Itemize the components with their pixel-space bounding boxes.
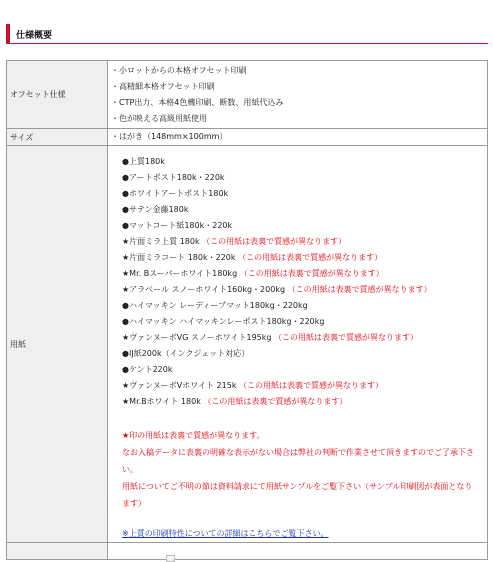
paper-item [122,378,487,394]
detail-link-line [122,526,487,542]
warning-text: 用紙についてご不明の節は資料請求にて用紙サンプルをご覧下さい（サンプル印刷図が表面となります） [122,482,473,508]
section-title: 仕様概要 [16,31,53,41]
paper-note: （この用紙は表裏で質感が異なります） [274,333,419,342]
offset-content [108,61,488,129]
paper-name: ●ケント220k [122,365,173,374]
offset-item: ・CTP出力、本格4色機印刷、断数、用紙代込み [111,98,284,107]
paper-item [122,314,487,330]
paper-item [122,186,487,202]
paper-item [122,266,487,282]
paper-item [122,330,487,346]
paper-item [122,394,487,410]
paper-item [122,170,487,186]
warning-text: なお入稿データに表裏の明確な表示がない場合は弊社の判断で作業させて頂きますのでご了承下さい。 [122,448,474,474]
empty-content [108,543,488,560]
detail-link[interactable]: ※上質の印刷特性についての詳細はこちらでご覧下さい。 [122,529,329,538]
table-row-size [7,129,488,146]
offset-item: ・小ロットからの本格オフセット印刷 [111,66,247,75]
paper-name: ●上質180k [122,157,165,166]
paper-item [122,298,487,314]
paper-note: （この用紙は表裏で質感が異なります） [287,285,432,294]
size-label: サイズ [7,129,108,146]
paper-item [122,362,487,378]
paper-note: （この用紙は表裏で質感が異なります） [239,381,383,390]
paper-item [122,282,487,298]
paper-content [108,146,488,543]
spec-table [6,60,488,560]
paper-name: ●ホワイトアートポスト180k [122,189,229,198]
offset-label: オフセット仕様 [7,61,108,129]
paper-item [122,154,487,170]
offset-item: ・色が映える高級用紙使用 [111,114,207,123]
paper-item [122,250,487,266]
paper-label: 用紙 [7,146,108,543]
paper-name: ●アートポスト180k・220k [122,173,225,182]
paper-note: （この用紙は表裏で質感が異なります） [202,237,347,246]
spacer [122,410,487,427]
paper-name: ★片面ミラコート 180k・220k [122,253,236,262]
paper-item [122,346,487,362]
paper-item [122,202,487,218]
paper-note: （この用紙は表裏で質感が異なります） [239,269,384,278]
paper-name: ★ヴァンヌーボVホワイト 215k [122,381,237,390]
table-row-empty [7,543,488,560]
paper-item [122,234,487,250]
paper-note: （この用紙は表裏で質感が異なります） [203,397,348,406]
table-row-paper [7,146,488,543]
paper-name: ●マットコート紙180k・220k [122,221,233,230]
warning-text: ★印の用紙は表裏で質感が異なります。 [122,431,265,440]
paper-name: ★ヴァンヌーボVG スノーホワイト195kg [122,333,272,342]
paper-name: ★片面ミラ上質 180k [122,237,200,246]
paper-note: （この用紙は表裏で質感が異なります） [238,253,383,262]
empty-label [7,543,108,560]
paper-item [122,218,487,234]
size-value: ・はがき（148mm×100mm） [111,132,228,141]
paper-name: ●ハイマッキン ハイマッキンレーポスト180kg・220kg [122,317,325,326]
image-placeholder-icon [166,555,175,562]
paper-name: ●ハイマッキン レーディープマット180kg・220kg [122,301,308,310]
paper-name: ●サテン金藤180k [122,205,189,214]
table-row-offset [7,61,488,129]
paper-name: ★Mr.Bホワイト 180k [122,397,201,406]
paper-name: ★アラベール スノーホワイト160kg・200kg [122,285,286,294]
offset-item: ・高精細本格オフセット印刷 [111,82,215,91]
paper-name: ●IJ紙200k（インクジェット対応） [122,349,250,358]
size-content [108,129,488,146]
section-heading [6,24,488,44]
paper-name: ★Mr. Bスーパーホワイト180kg [122,269,238,278]
